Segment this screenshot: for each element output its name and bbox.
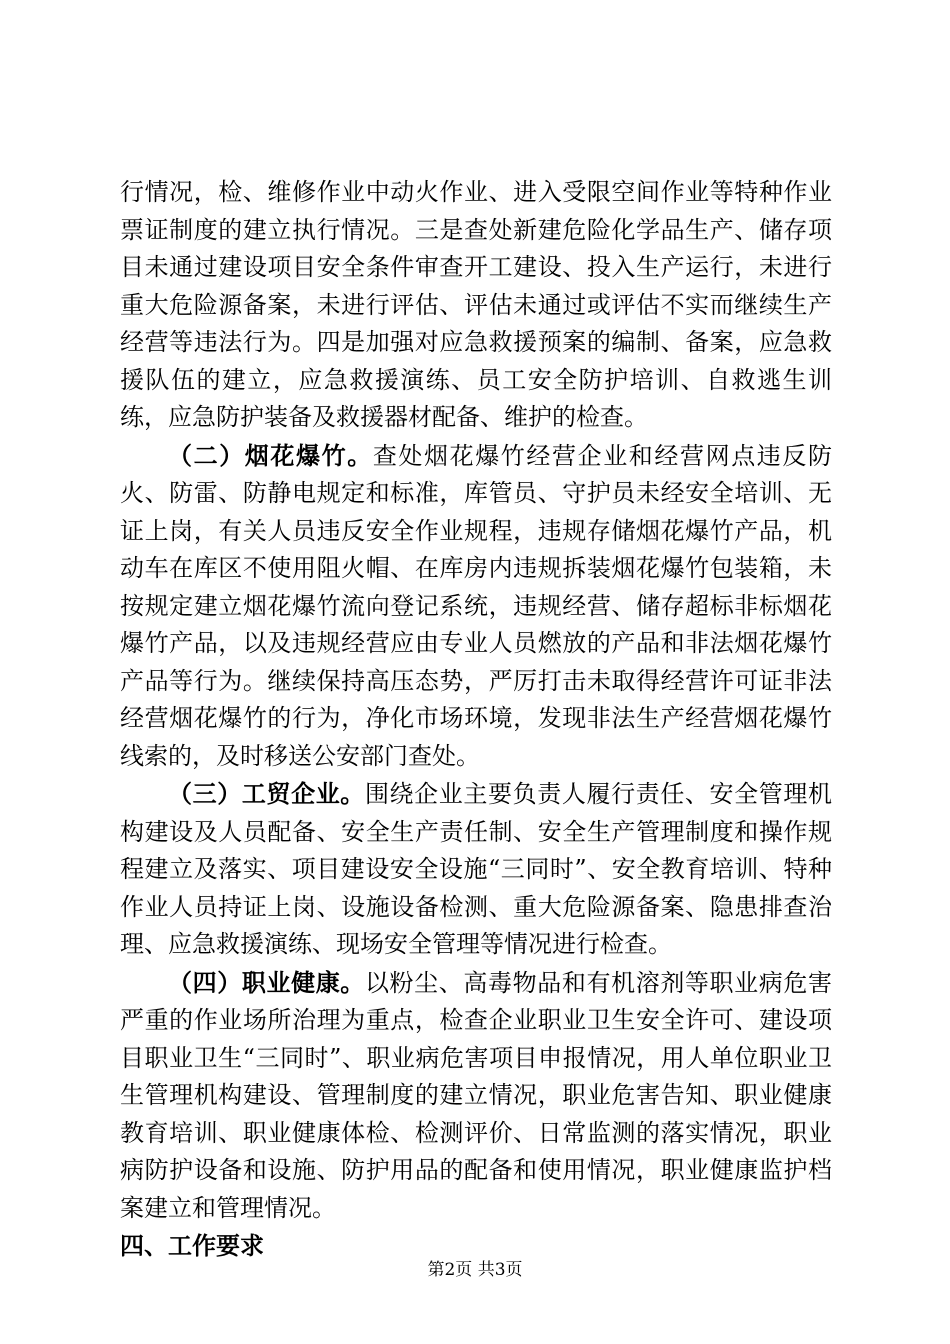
paragraph-fireworks	[120, 437, 832, 776]
paragraph-text: 查处烟花爆竹经营企业和经营网点违反防火、防雷、防静电规定和标准，库管员、守护员未经安全培训、无证上岗，有关人员违反安全作业规程，违规存储烟花爆竹产品，机动车在库区不使用阻火帽、在库房内违规拆装烟花爆竹包装箱，未按规定建立烟花爆竹流向登记系统，违规经营、储存超标非标烟花爆竹产品，以及违规经营应由专业人员燃放的产品和非法烟花爆竹产品等行为。继续保持高压态势，严厉打击未取得经营许可证非法经营烟花爆竹的行为，净化市场环境，发现非法生产经营烟花爆竹线索的，及时移送公安部门查处。	[120, 441, 833, 770]
document-body	[120, 174, 832, 1265]
paragraph-text: 以粉尘、高毒物品和有机溶剂等职业病危害严重的作业场所治理为重点，检查企业职业卫生安全许可、建设项目职业卫生“三同时”、职业病危害项目申报情况，用人单位职业卫生管理机构建设、管理制度的建立情况，职业危害告知、职业健康教育培训、职业健康体检、检测评价、日常监测的落实情况，职业病防护设备和设施、防护用品的配备和使用情况，职业健康监护档案建立和管理情况。	[120, 968, 833, 1222]
paragraph-text: 行情况，检、维修作业中动火作业、进入受限空间作业等特种作业票证制度的建立执行情况。三是查处新建危险化学品生产、储存项目未通过建设项目安全条件审查开工建设、投入生产运行，未进行重大危险源备案，未进行评估、评估未通过或评估不实而继续生产经营等违法行为。四是加强对应急救援预案的编制、备案，应急救援队伍的建立，应急救援演练、员工安全防护培训、自救逃生训练，应急防护装备及救援器材配备、维护的检查。	[120, 178, 832, 431]
paragraph-occupational-health	[120, 964, 832, 1228]
section-heading: 四、工作要求	[120, 1231, 264, 1260]
paragraph-continuation	[120, 174, 832, 437]
paragraph-industry-trade	[120, 775, 832, 964]
paragraph-lead-occupational-health: （四）职业健康。	[168, 967, 365, 997]
page-footer: 第2页 共3页	[427, 1260, 523, 1280]
paragraph-text: 围绕企业主要负责人履行责任、安全管理机构建设及人员配备、安全生产责任制、安全生产管理制度和操作规程建立及落实、项目建设安全设施“三同时”、安全教育培训、特种作业人员持证上岗、设施设备检测、重大危险源备案、隐患排查治理、应急救援演练、现场安全管理等情况进行检查。	[120, 780, 833, 958]
paragraph-lead-fireworks: （二）烟花爆竹。	[168, 440, 373, 470]
paragraph-lead-industry-trade: （三）工贸企业。	[168, 779, 365, 808]
